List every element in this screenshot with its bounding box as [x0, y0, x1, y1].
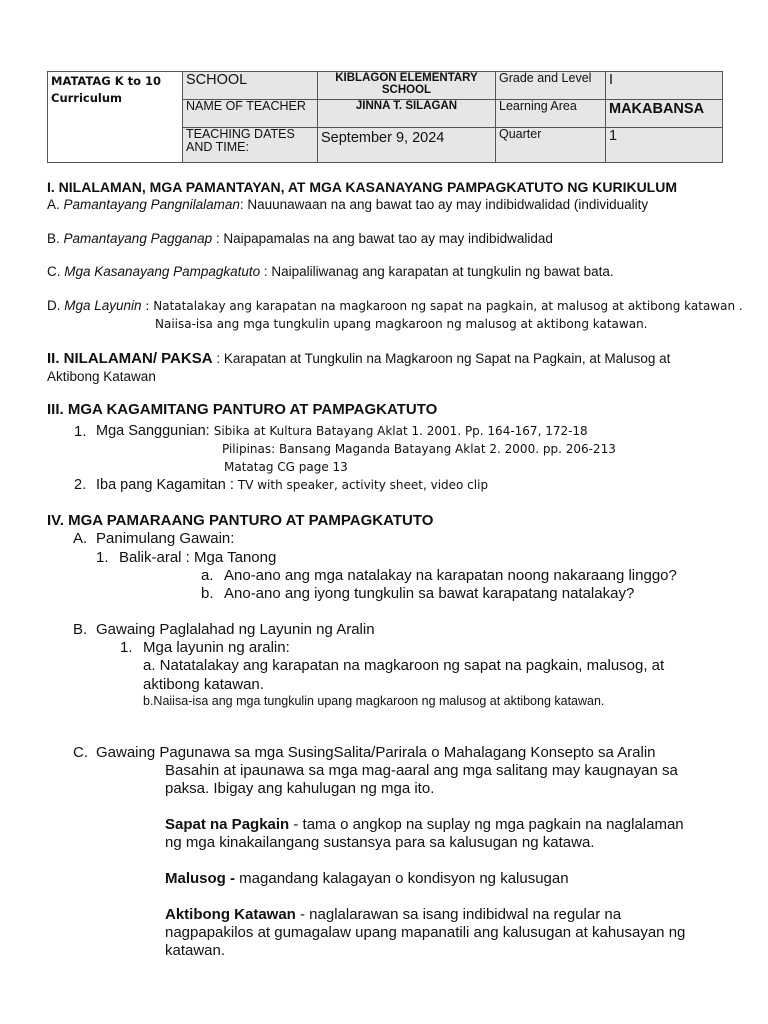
dates-value: September 9, 2024 [318, 128, 496, 163]
reference-1: Sibika at Kultura Batayang Aklat 1. 2001. Pp. 164-167, 172-18 [213, 424, 588, 438]
reference-3: Matatag CG page 13 [224, 460, 348, 474]
term-label: Aktibong Katawan [165, 906, 296, 923]
school-label: SCHOOL [183, 72, 318, 100]
grade-value: I [606, 72, 723, 100]
objective-a-line2: aktibong katawan. [143, 676, 264, 693]
section3-item1-num: 1. [74, 423, 87, 440]
section4-c-label: C. [73, 744, 88, 761]
dates-label: TEACHING DATES AND TIME: [183, 128, 318, 163]
section3-item2-num: 2. [74, 477, 87, 493]
item-term: Mga Kasanayang Pampagkatuto [64, 264, 261, 279]
section3-heading: III. MGA KAGAMITANG PANTURO AT PAMPAGKATUTO [47, 401, 438, 418]
item-prefix: A. [47, 197, 64, 212]
question-b-text: Ano-ano ang iyong tungkulin sa bawat karapatang natalakay? [224, 585, 635, 602]
term-malusog [165, 870, 569, 887]
term-definition: magandang kalagayan o kondisyon ng kalusugan [235, 870, 569, 887]
section1-item-b [47, 230, 553, 247]
curriculum-cell: MATATAG K to 10 Curriculum [48, 72, 183, 163]
item-text: : Nauunawaan na ang bawat tao ay may indibidwalidad (individuality [239, 197, 649, 212]
section4-c-desc1: Basahin at ipaunawa sa mga mag-aaral ang mga salitang may kaugnayan sa [165, 762, 678, 779]
section4-a-label: A. [73, 530, 88, 547]
item-text: : Naipaliliwanag ang karapatan at tungkulin ng bawat bata. [260, 264, 614, 279]
section4-heading: IV. MGA PAMARAANG PANTURO AT PAMPAGKATUTO [47, 512, 434, 529]
item-label: Mga Sanggunian: [96, 423, 214, 439]
teacher-value: JINNA T. SILAGAN [318, 100, 496, 128]
section4-a1-text: Balik-aral : Mga Tanong [119, 549, 277, 566]
item-prefix: D. [47, 298, 65, 313]
item-text: : Natatalakay ang karapatan na magkaroon ng sapat na pagkain, at malusog at aktibong katawan . [141, 299, 743, 313]
section2-text: : Karapatan at Tungkulin na Magkaroon ng Sapat na Pagkain, at Malusog at [212, 351, 671, 366]
objective-b: b.Naiisa-isa ang mga tungkulin upang magkaroon ng malusog at aktibong katawan. [143, 694, 605, 708]
section4-c-text: Gawaing Pagunawa sa mga SusingSalita/Parirala o Mahalagang Konsepto sa Aralin [96, 744, 656, 761]
term-definition: - naglalarawan sa isang indibidwal na regular na [295, 906, 622, 923]
teacher-label: NAME OF TEACHER [183, 100, 318, 128]
question-a-label: a. [201, 567, 214, 584]
item-label: Iba pang Kagamitan : [96, 477, 238, 493]
section4-b1-text: Mga layunin ng aralin: [143, 639, 290, 656]
school-value: KIBLAGON ELEMENTARY SCHOOL [318, 72, 496, 100]
section2-line1 [47, 350, 670, 367]
section1-heading: I. NILALAMAN, MGA PAMANTAYAN, AT MGA KASANAYANG PAMPAGKATUTO NG KURIKULUM [47, 179, 677, 195]
reference-2: Pilipinas: Bansang Maganda Batayang Aklat 2. 2000. pp. 206-213 [222, 442, 616, 456]
area-label: Learning Area [496, 100, 606, 128]
item-prefix: B. [47, 231, 64, 246]
term-sapat-na-pagkain [165, 816, 684, 833]
section2-line2: Aktibong Katawan [47, 369, 156, 384]
section4-b-text: Gawaing Paglalahad ng Layunin ng Aralin [96, 621, 375, 638]
item-text: : Naipapamalas na ang bawat tao ay may indibidwalidad [212, 231, 553, 246]
term-sapat-na-pagkain-line2: ng mga kinakailangang sustansya para sa kalusugan ng katawa. [165, 834, 595, 851]
area-value: MAKABANSA [606, 100, 723, 128]
section4-b1-num: 1. [120, 639, 133, 656]
question-a-text: Ano-ano ang mga natalakay na karapatan noong nakaraang linggo? [224, 567, 677, 584]
section1-item-c [47, 263, 614, 280]
item-term: Pamantayang Pangnilalaman [63, 197, 240, 212]
item-prefix: C. [47, 264, 65, 279]
header-table [47, 71, 723, 163]
item-term: Mga Layunin [64, 298, 142, 313]
quarter-label: Quarter [496, 128, 606, 163]
term-aktibong-katawan [165, 906, 621, 923]
section3-item2 [96, 477, 488, 494]
section2-heading: II. NILALAMAN/ PAKSA [47, 350, 213, 367]
item-text: TV with speaker, activity sheet, video clip [237, 478, 489, 492]
term-label: Malusog - [165, 870, 235, 887]
section1-item-d [47, 297, 743, 315]
section4-b-label: B. [73, 621, 88, 638]
objective-a-line1: a. Natatalakay ang karapatan na magkaroon ng sapat na pagkain, malusog, at [143, 657, 665, 674]
term-definition: - tama o angkop na suplay ng mga pagkain na naglalaman [289, 816, 684, 833]
section4-a1-num: 1. [96, 549, 109, 566]
item-term: Pamantayang Pagganap [63, 231, 213, 246]
section1-item-a [47, 196, 648, 213]
section4-c-desc2: paksa. Ibigay ang kahulugan ng mga ito. [165, 780, 435, 797]
grade-label: Grade and Level [496, 72, 606, 100]
question-b-label: b. [201, 585, 214, 602]
term-label: Sapat na Pagkain [165, 816, 290, 833]
term-aktibong-katawan-line3: katawan. [165, 942, 226, 959]
quarter-value: 1 [606, 128, 723, 163]
term-aktibong-katawan-line2: nagpapakilos at gumagalaw upang mapanatili ang kalusugan at kahusayan ng [165, 924, 686, 941]
section1-item-d-line2: Naiisa-isa ang mga tungkulin upang magkaroon ng malusog at aktibong katawan. [155, 317, 648, 331]
section4-a-text: Panimulang Gawain: [96, 530, 235, 547]
section3-item1 [96, 423, 588, 440]
